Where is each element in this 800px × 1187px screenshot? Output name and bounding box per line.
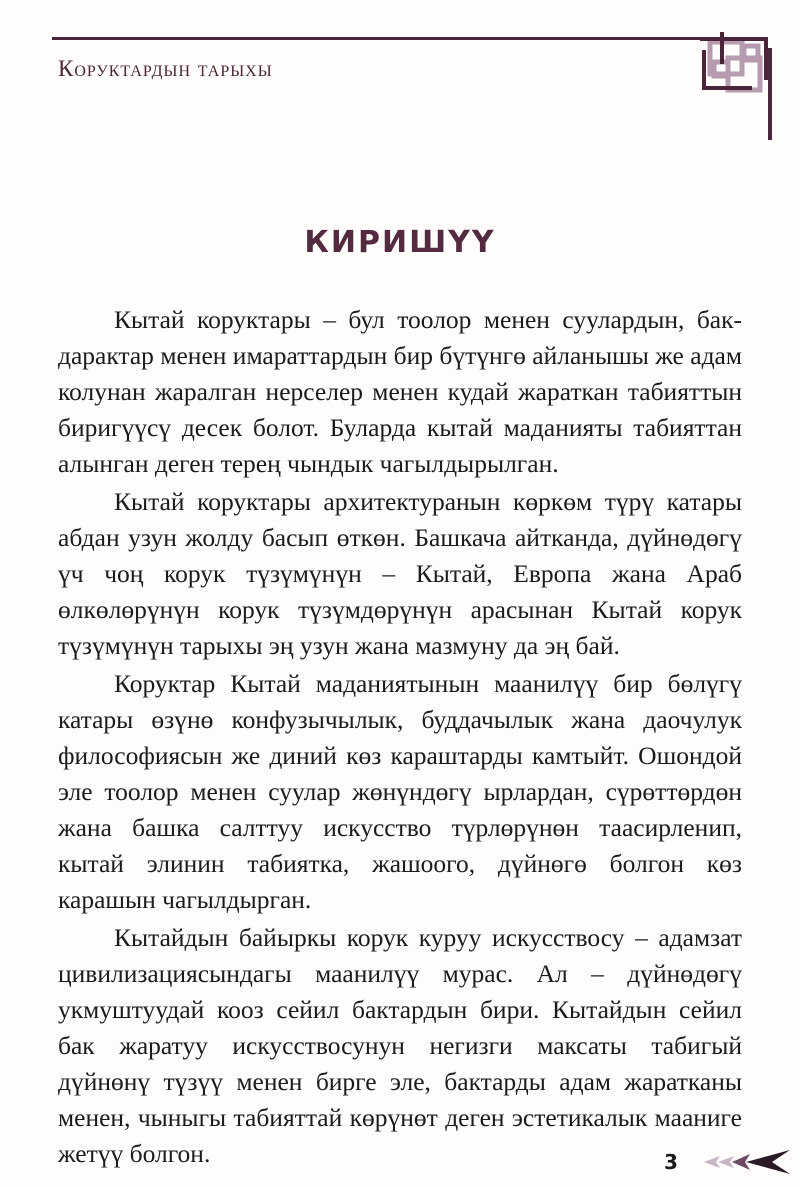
paragraph-1: Кытай коруктары – бул тоолор менен суулардын, бак-дарактар менен имараттардын бир бүтүнгө айланышы же адам колунан жаралган нерселер менен кудай жараткан табияттын биригүүсү десек болот. Буларда кытай маданияты табияттан алынган деген терең чындык чагылдырылган. — [58, 305, 742, 478]
paragraph-4: Кытайдын байыркы корук куруу искусствосу – адамзат цивилизациясындагы маанилүү мурас. Ал – дүйнөдөгү укмуштуудай кооз сейил бактардын бири. Кытайдын сейил бак жаратуу искусствосунун негизги максаты табигый дүйнөнү түзүү менен бирге эле, бактарды адам жаратканы менен, чыныгы табияттай көрүнөт деген эстетикалык мааниге жетүү болгон. — [58, 923, 742, 1168]
page-number: 3 — [664, 1150, 678, 1174]
chapter-heading: КИРИШҮҮ — [304, 225, 496, 260]
body-text — [58, 302, 742, 1174]
paragraph-2: Кытай коруктары архитектуранын көркөм түрү катары абдан узун жолду басып өткөн. Башкача айтканда, дүйнөдөгү үч чоң корук түзүмүнүн – Кытай, Европа жана Араб өлкөлөрүнүн корук түзүмдөрүнүн арасынан Кытай корук түзүмүнүн тарыхы эң узун жана мазмуну да эң бай. — [58, 487, 742, 660]
header-rule — [52, 37, 722, 40]
running-title: Коруктардын тарыхы — [58, 56, 273, 81]
knot-ornament-icon — [700, 28, 790, 148]
paragraph-3: Коруктар Кытай маданиятынын маанилүү бир бөлүгү катары өзүнө конфузычылык, буддачылык жана даочулук философиясын же диний көз караштарды камтыйт. Ошондой эле тоолор менен суулар жөнүндөгү ырлардан, сүрөттөрдөн жана башка салттуу искусство түрлөрүнөн таасирленип, кытай элинин табиятка, жашоого, дүйнөгө болгон көз карашын чагылдырган. — [58, 669, 742, 914]
arrowhead-ornament-icon — [700, 1148, 792, 1176]
